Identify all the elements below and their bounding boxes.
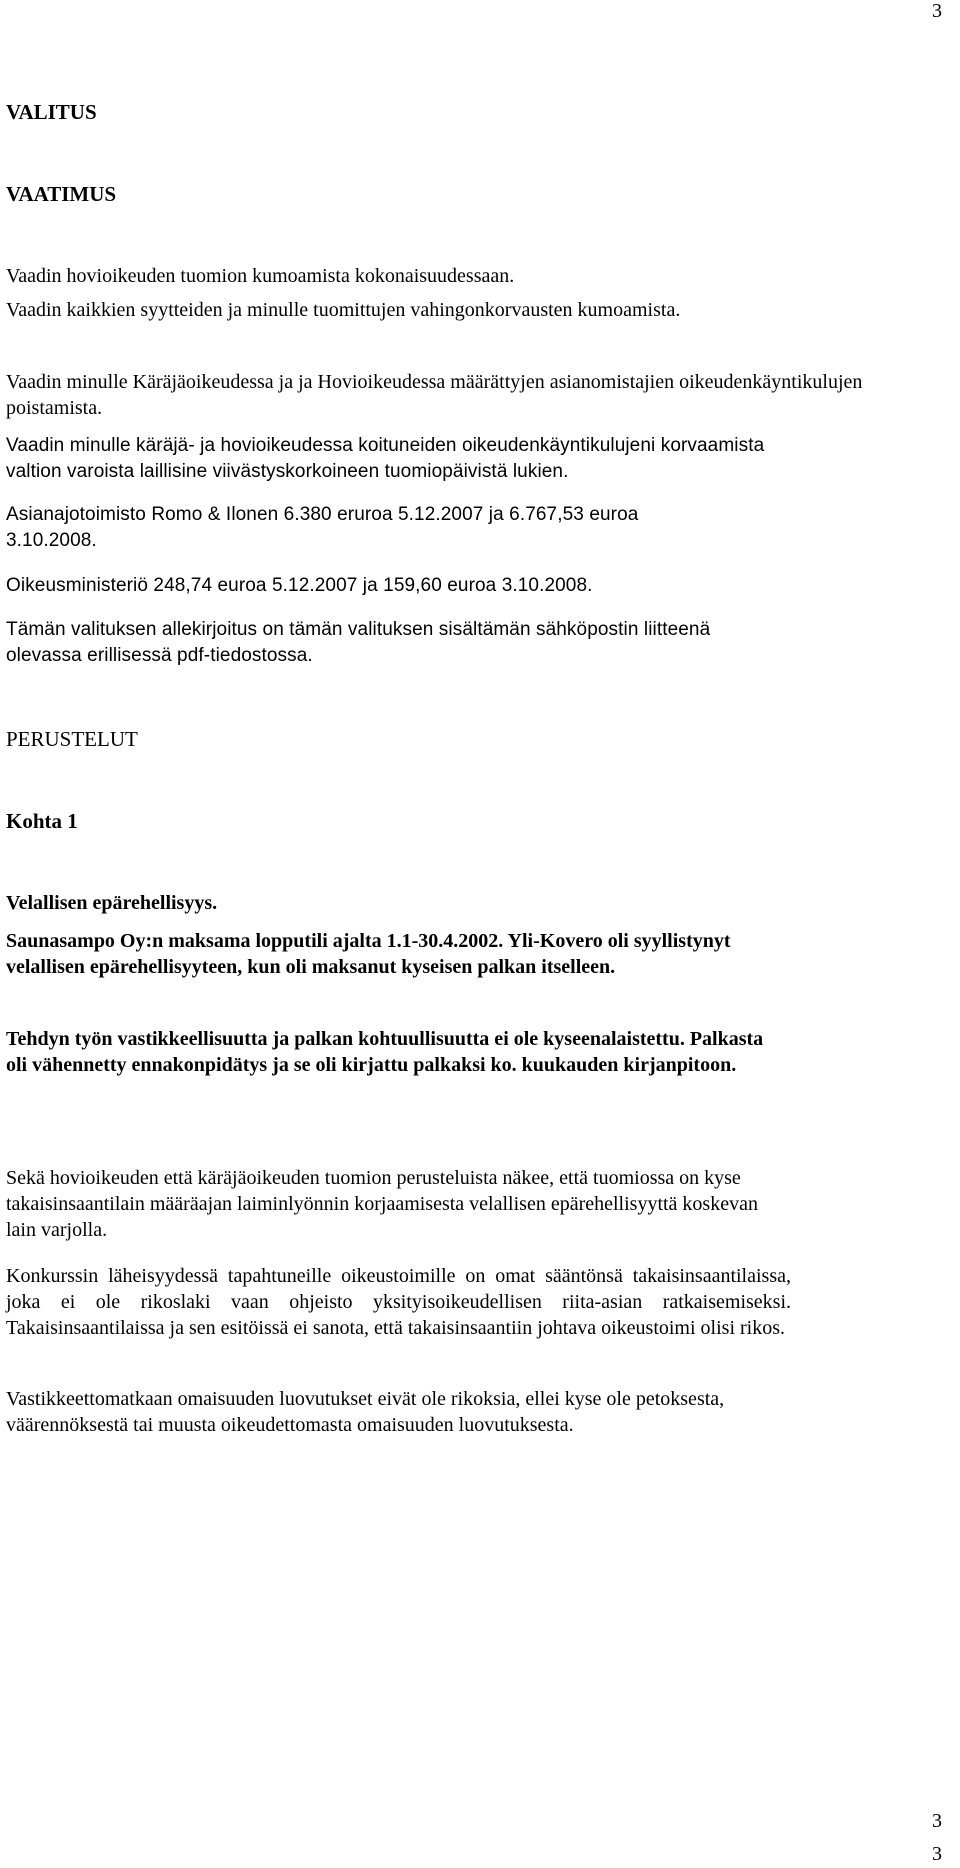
valitus-heading: VALITUS <box>6 100 97 124</box>
bold-paragraph: Saunasampo Oy:n maksama lopputili ajalta 1.1-30.4.2002. Yli-Kovero oli syyllistynyt velallisen epärehellisyyteen, kun oli maksanut kyseisen palkan itselleen. <box>6 930 731 978</box>
body-paragraph: Konkurssin läheisyydessä tapahtuneille oikeustoimille on omat sääntönsä takaisinsaantilaissa, joka ei ole rikoslaki vaan ohjeisto yksityisoikeudellisen riita-asian ratkaisemiseksi. Takaisinsaantilaissa ja sen esitöissä ei sanota, että takaisinsaantiin johtava oikeustoimi olisi rikos. <box>6 1265 791 1339</box>
vaatimus-heading: VAATIMUS <box>6 182 117 206</box>
signature-note-paragraph: Tämän valituksen allekirjoitus on tämän valituksen sisältämän sähköpostin liitteenä olevassa erillisessä pdf-tiedostossa. <box>6 619 711 666</box>
perustelut-heading: PERUSTELUT <box>6 727 138 751</box>
demand-costs-paragraph: Vaadin minulle käräjä- ja hovioikeudessa koituneiden oikeudenkäyntikulujeni korvaamista valtion varoista laillisine viivästyskorkoineen tuomiopäivistä lukien. <box>6 435 765 482</box>
costs-ministry-paragraph: Oikeusministeriö 248,74 euroa 5.12.2007 ja 159,60 euroa 3.10.2008. <box>6 575 593 596</box>
page-number-top: 3 <box>932 0 942 22</box>
costs-attorney-paragraph: Asianajotoimisto Romo & Ilonen 6.380 eruroa 5.12.2007 ja 6.767,53 euroa 3.10.2008. <box>6 504 639 551</box>
kohta-heading: Kohta 1 <box>6 809 78 833</box>
body-paragraph: Sekä hovioikeuden että käräjäoikeuden tuomion perusteluista näkee, että tuomiossa on kyse takaisinsaantilain määräajan laiminlyönnin korjaamisesta velallisen epärehellisyyttä koskevan lain varjolla. <box>6 1167 758 1241</box>
demand-paragraph: Vaadin kaikkien syytteiden ja minulle tuomittujen vahingonkorvausten kumoamista. <box>6 299 681 321</box>
bold-paragraph: Tehdyn työn vastikkeellisuutta ja palkan kohtuullisuutta ei ole kyseenalaistettu. Palkasta oli vähennetty ennakonpidätys ja se oli kirjattu palkaksi ko. kuukauden kirjanpitoon. <box>6 1028 764 1076</box>
page-number-bottom: 3 <box>932 1843 942 1865</box>
demand-paragraph: Vaadin hovioikeuden tuomion kumoamista kokonaisuudessaan. <box>6 265 515 287</box>
body-paragraph: Vastikkeettomatkaan omaisuuden luovutukset eivät ole rikoksia, ellei kyse ole petoksesta, väärennöksestä tai muusta oikeudettomasta omaisuuden luovutuksesta. <box>6 1388 725 1436</box>
demand-paragraph: Vaadin minulle Käräjäoikeudessa ja ja Hovioikeudessa määrättyjen asianomistajien oikeudenkäyntikulujen poistamista. <box>6 371 863 419</box>
bold-paragraph-title: Velallisen epärehellisyys. <box>6 892 218 914</box>
page-number-bottom: 3 <box>932 1810 942 1832</box>
